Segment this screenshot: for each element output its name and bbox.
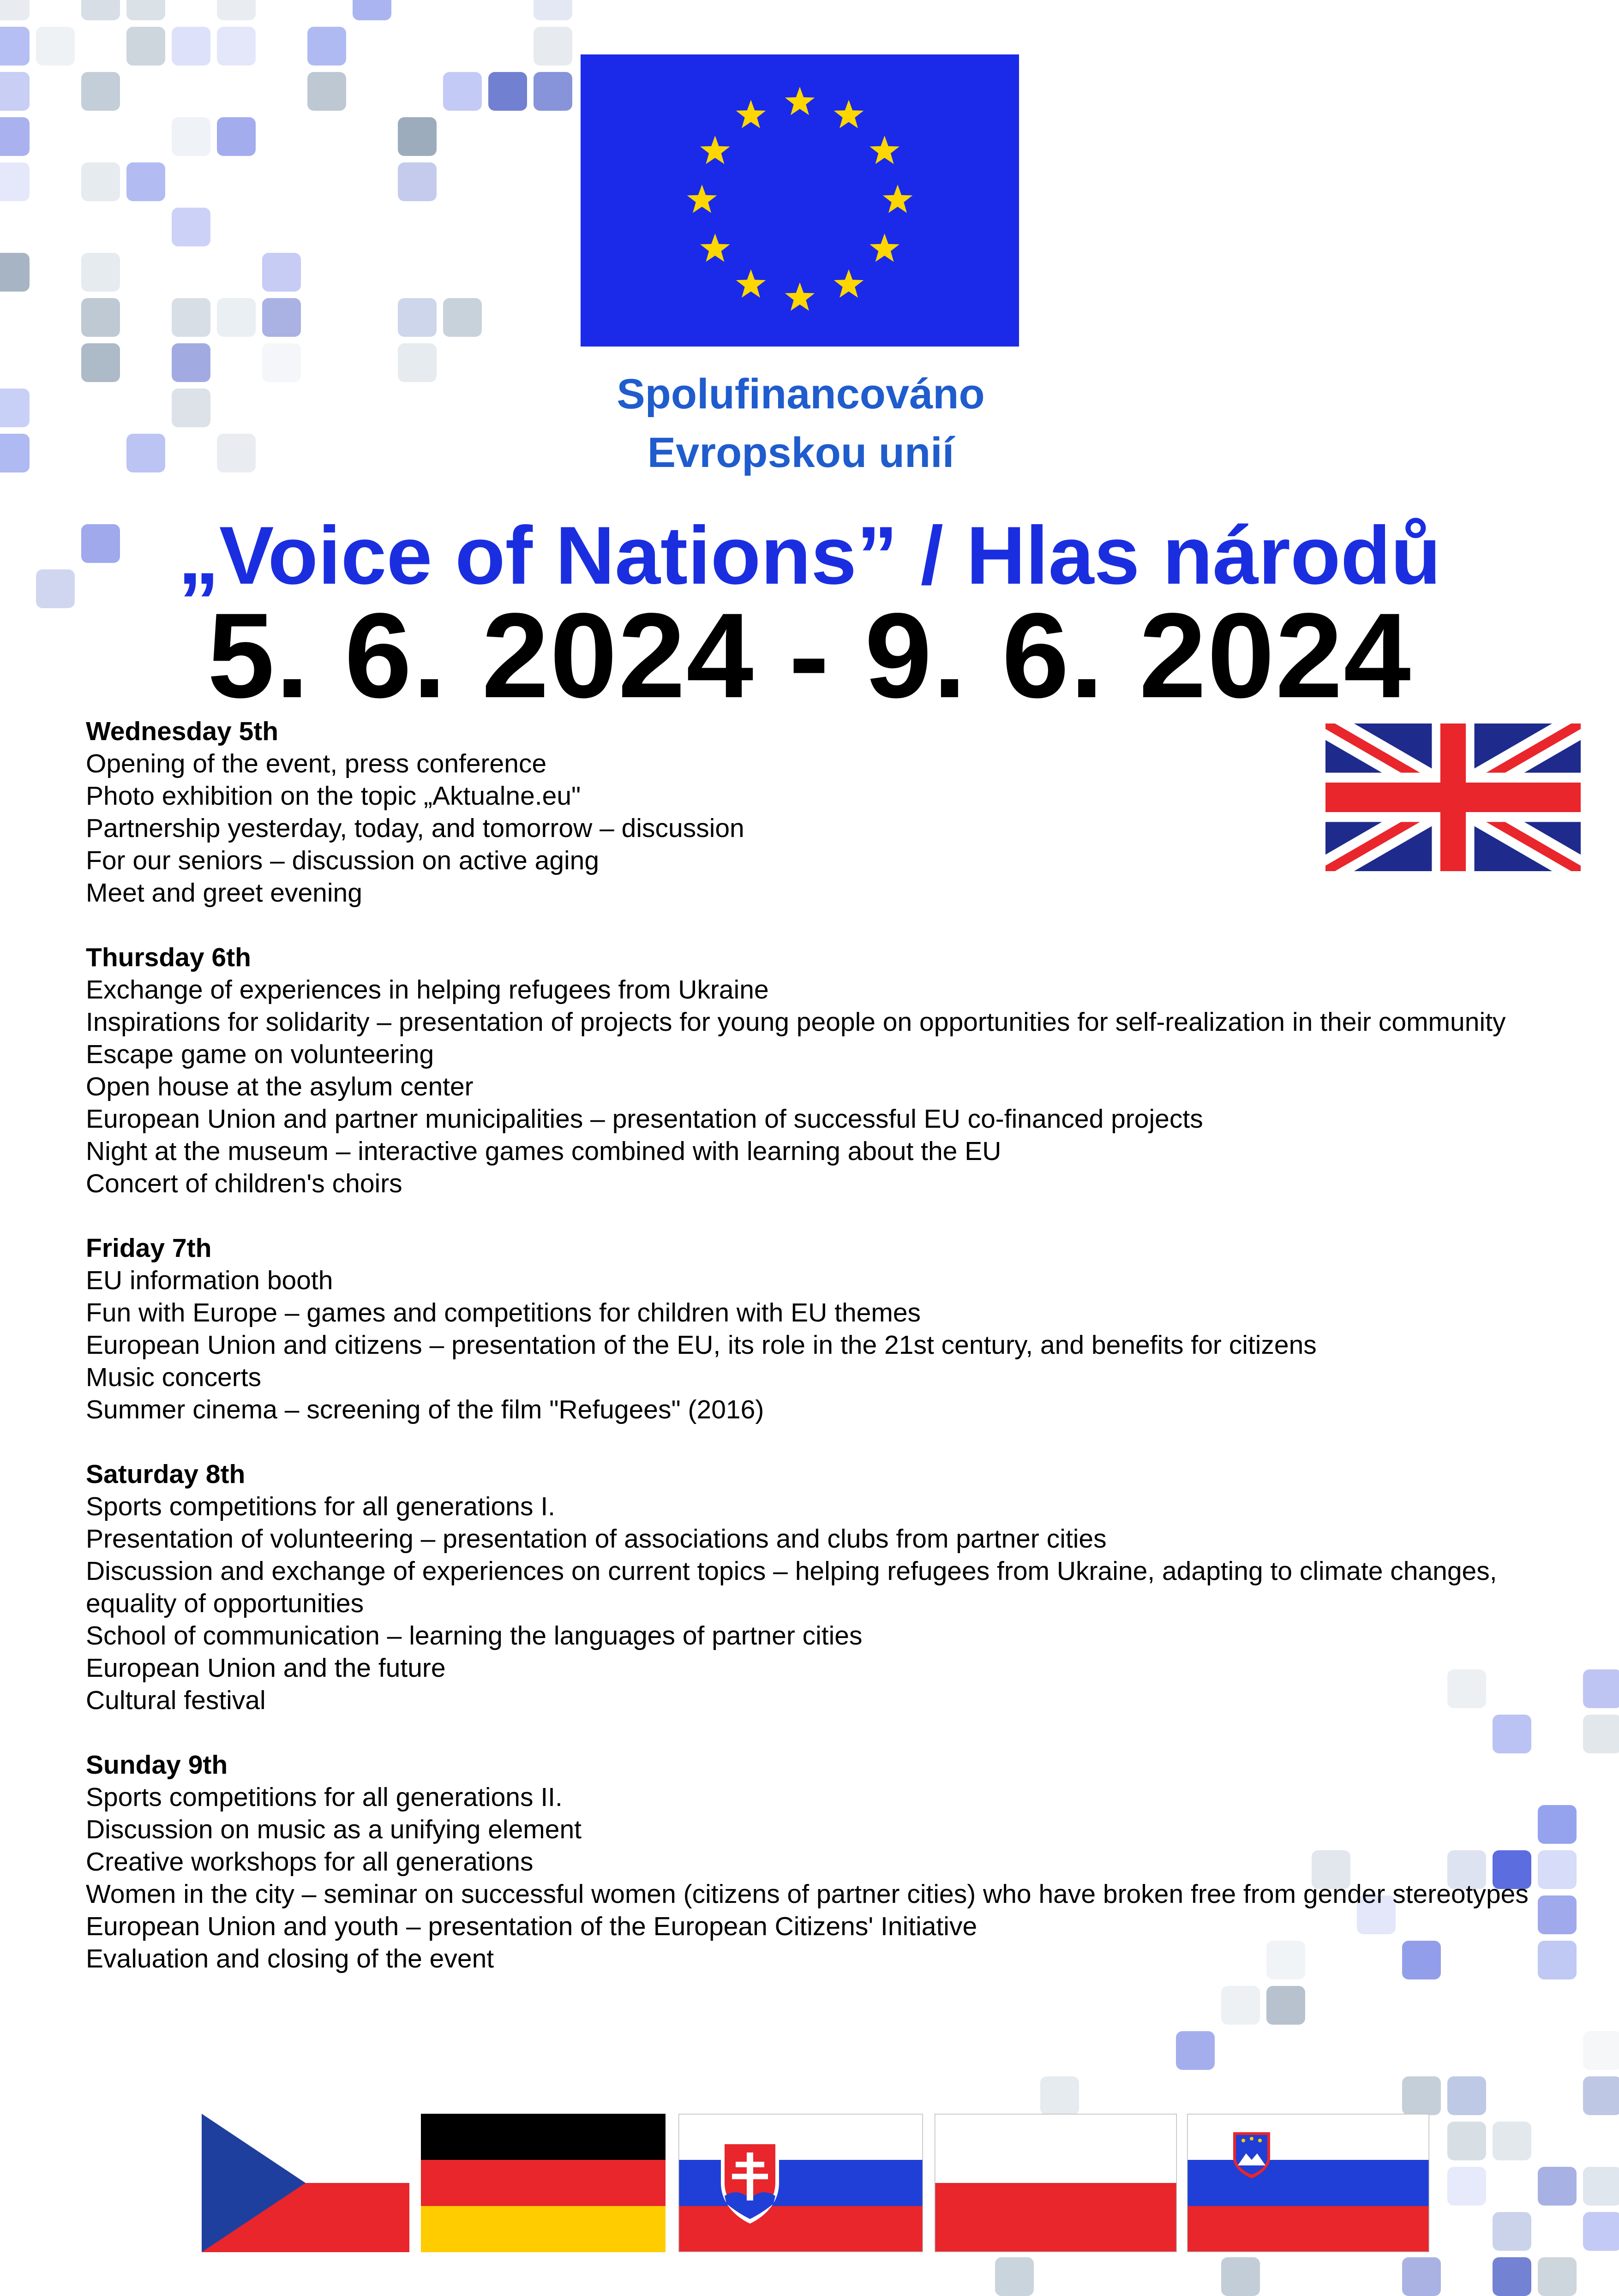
decorative-square — [488, 72, 527, 111]
program-item: Open house at the asylum center — [86, 1072, 474, 1101]
program-item: Discussion and exchange of experiences on current topics – helping refugees from Ukraine, adapting to climate changes, equality of opportunities — [86, 1556, 1497, 1618]
program-item: Music concerts — [86, 1363, 262, 1392]
program-list — [86, 715, 1540, 2007]
day-heading: Wednesday 5th — [86, 717, 279, 746]
decorative-square — [172, 389, 210, 427]
decorative-square — [1493, 2257, 1531, 2296]
decorative-square — [1447, 2167, 1486, 2206]
decorative-square — [398, 298, 437, 337]
decorative-square — [217, 27, 256, 66]
decorative-square — [1538, 2257, 1577, 2296]
decorative-square — [1402, 2076, 1441, 2115]
decorative-square — [1040, 2076, 1079, 2115]
program-item: Escape game on volunteering — [86, 1040, 434, 1069]
decorative-square — [126, 434, 165, 472]
cofinancing-line-2: Evropskou unií — [647, 429, 954, 476]
day-heading: Saturday 8th — [86, 1459, 246, 1489]
decorative-square — [0, 253, 30, 292]
day-heading: Sunday 9th — [86, 1750, 228, 1780]
decorative-square — [126, 162, 165, 201]
decorative-square — [1538, 1850, 1577, 1889]
eu-flag — [581, 54, 1019, 347]
program-item: Cultural festival — [86, 1686, 266, 1715]
program-item: Exchange of experiences in helping refugees from Ukraine — [86, 975, 769, 1004]
decorative-square — [217, 434, 256, 472]
day-section-sunday — [86, 1749, 1540, 1975]
program-item: Sports competitions for all generations I. — [86, 1492, 556, 1521]
decorative-square — [1583, 1715, 1619, 1753]
decorative-square — [534, 0, 572, 20]
decorative-square — [81, 0, 120, 20]
slovenian-flag — [1187, 2114, 1429, 2252]
decorative-square — [0, 434, 30, 472]
program-item: School of communication – learning the languages of partner cities — [86, 1621, 863, 1650]
german-flag — [421, 2114, 666, 2252]
decorative-square — [1447, 2122, 1486, 2160]
program-item: Fun with Europe – games and competitions for children with EU themes — [86, 1298, 921, 1327]
program-item: Partnership yesterday, today, and tomorrow – discussion — [86, 813, 744, 843]
program-item: Evaluation and closing of the event — [86, 1944, 494, 1973]
decorative-square — [0, 389, 30, 427]
decorative-square — [1583, 2076, 1619, 2115]
program-item: Night at the museum – interactive games combined with learning about the EU — [86, 1136, 1001, 1166]
decorative-square — [262, 343, 301, 382]
day-section-friday — [86, 1232, 1540, 1426]
program-item: European Union and the future — [86, 1653, 446, 1683]
decorative-square — [307, 27, 346, 66]
program-item: Photo exhibition on the topic „Aktualne.eu" — [86, 781, 581, 811]
decorative-square — [307, 72, 346, 111]
program-item: Sports competitions for all generations II. — [86, 1782, 563, 1812]
decorative-square — [81, 72, 120, 111]
program-item: Meet and greet evening — [86, 878, 362, 908]
decorative-square — [81, 162, 120, 201]
decorative-square — [217, 298, 256, 337]
decorative-square — [1447, 2076, 1486, 2115]
program-item: Discussion on music as a unifying element — [86, 1815, 582, 1844]
decorative-square — [995, 2257, 1034, 2296]
polish-flag — [935, 2114, 1177, 2252]
decorative-square — [217, 117, 256, 156]
program-item: European Union and youth – presentation of the European Citizens' Initiative — [86, 1912, 977, 1941]
program-item: Summer cinema – screening of the film "Refugees" (2016) — [86, 1395, 764, 1424]
program-item: Women in the city – seminar on successful women (citizens of partner cities) who have broken free from gender stereotypes — [86, 1879, 1529, 1909]
decorative-square — [1583, 2212, 1619, 2251]
decorative-square — [1538, 1895, 1577, 1934]
decorative-square — [1538, 2167, 1577, 2206]
decorative-square — [0, 27, 30, 66]
decorative-square — [1493, 2122, 1531, 2160]
decorative-square — [398, 162, 437, 201]
decorative-square — [172, 27, 210, 66]
decorative-square — [36, 27, 75, 66]
decorative-square — [126, 27, 165, 66]
day-section-saturday — [86, 1458, 1540, 1716]
decorative-square — [81, 253, 120, 292]
decorative-square — [81, 343, 120, 382]
program-item: Inspirations for solidarity – presentation of projects for young people on opportunities for self-realization in their community — [86, 1007, 1506, 1037]
event-title: „Voice of Nations” / Hlas národů — [178, 509, 1441, 601]
decorative-square — [0, 162, 30, 201]
decorative-square — [217, 0, 256, 20]
decorative-square — [1221, 2257, 1260, 2296]
decorative-square — [534, 27, 572, 66]
decorative-square — [398, 343, 437, 382]
decorative-square — [1538, 1941, 1577, 1979]
decorative-square — [443, 298, 482, 337]
decorative-square — [398, 117, 437, 156]
day-section-wednesday — [86, 715, 1540, 909]
decorative-square — [1538, 1805, 1577, 1844]
decorative-square — [1176, 2031, 1215, 2070]
decorative-square — [443, 72, 482, 111]
decorative-square — [126, 0, 165, 20]
program-item: Presentation of volunteering – presentation of associations and clubs from partner cities — [86, 1524, 1107, 1554]
program-item: European Union and partner municipalities – presentation of successful EU co-financed projects — [86, 1104, 1203, 1134]
decorative-square — [172, 117, 210, 156]
program-item: EU information booth — [86, 1266, 333, 1295]
decorative-square — [1583, 2031, 1619, 2070]
decorative-square — [0, 0, 30, 20]
program-item: European Union and citizens – presentation of the EU, its role in the 21st century, and benefits for citizens — [86, 1330, 1317, 1360]
decorative-square — [0, 117, 30, 156]
cofinancing-line-1: Spolufinancováno — [617, 371, 985, 418]
program-item: For our seniors – discussion on active aging — [86, 846, 600, 875]
decorative-square — [1402, 2257, 1441, 2296]
program-item: Creative workshops for all generations — [86, 1847, 534, 1877]
day-heading: Thursday 6th — [86, 943, 251, 972]
decorative-square — [534, 72, 572, 111]
decorative-square — [262, 298, 301, 337]
decorative-square — [172, 208, 210, 246]
decorative-square — [1493, 2212, 1531, 2251]
decorative-square — [262, 253, 301, 292]
program-item: Opening of the event, press conference — [86, 749, 547, 778]
decorative-square — [1583, 1669, 1619, 1708]
decorative-square — [172, 343, 210, 382]
event-dates: 5. 6. 2024 - 9. 6. 2024 — [207, 588, 1412, 723]
decorative-square — [0, 72, 30, 111]
decorative-square — [1583, 2167, 1619, 2206]
day-heading: Friday 7th — [86, 1233, 212, 1263]
decorative-square — [172, 298, 210, 337]
decorative-square — [353, 0, 391, 20]
day-section-thursday — [86, 941, 1540, 1200]
decorative-square — [81, 298, 120, 337]
czech-flag — [202, 2114, 409, 2252]
slovak-flag — [678, 2114, 923, 2252]
program-item: Concert of children's choirs — [86, 1169, 402, 1198]
